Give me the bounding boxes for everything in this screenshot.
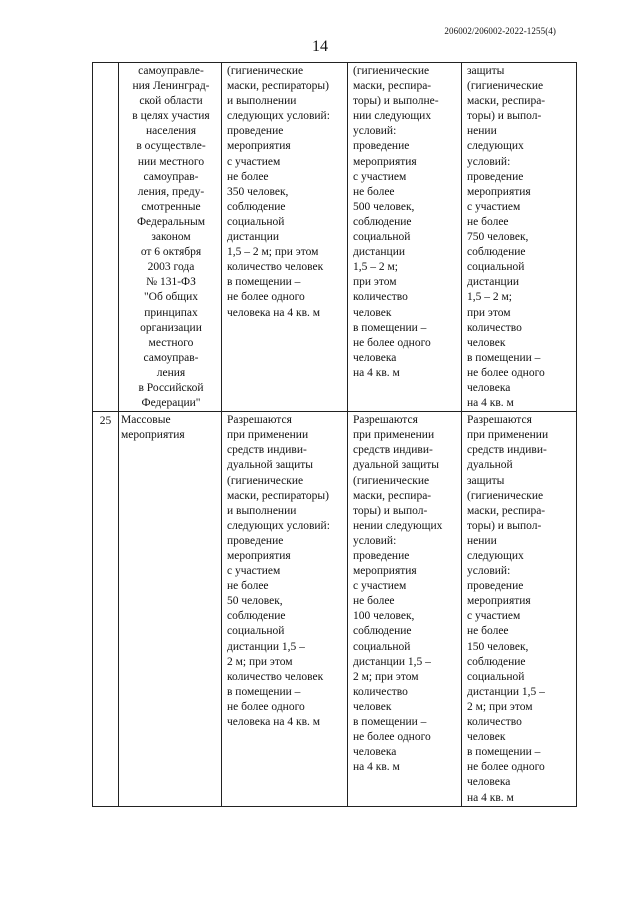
cell-text-line: мероприятия (227, 140, 291, 153)
cell-text-line: социальной (227, 215, 285, 228)
cell-text-line: мероприятия (353, 155, 417, 168)
cell-text-line: следующих (467, 140, 524, 153)
cell-text-line: нении следующих (353, 519, 443, 532)
cell-text-line: человек (467, 336, 506, 349)
cell-text-line: не более (353, 185, 395, 198)
cell-text-line: маски, респира- (353, 489, 432, 502)
cell-text-line: Федерации" (141, 397, 201, 410)
cell-text-line: нии следующих (353, 110, 432, 123)
cell-text-line: 2 м; при этом (467, 700, 533, 713)
cell-text-line: маски, респира- (467, 95, 546, 108)
cell-text-line: законом (151, 231, 191, 244)
cell-text-line: с участием (467, 610, 521, 623)
cell-text-line: человека на 4 кв. м (227, 716, 321, 729)
cell-text-line: и выполнении (227, 504, 297, 517)
cell-text-line: не более одного (227, 291, 305, 304)
cell-text-line: человека (353, 351, 397, 364)
cell-text-line: не более (353, 595, 395, 608)
cell-text-line: торы) и выпол- (353, 504, 428, 517)
cell-text-line: мероприятия (467, 595, 531, 608)
cell-text-line: количество (467, 321, 522, 334)
cell-text-line: и выполнении (227, 95, 297, 108)
cell-text-line: человек (353, 700, 392, 713)
cell-text-line: социальной (353, 231, 411, 244)
activity-name-cell (119, 63, 222, 412)
row-number: 25 (99, 415, 112, 428)
level-1-cell (222, 412, 348, 806)
cell-text-line: смотренные (141, 200, 201, 213)
cell-text-line: количество (467, 716, 522, 729)
cell-text-line: Федеральным (136, 215, 206, 228)
table-row (93, 412, 577, 806)
cell-text-line: количество человек (227, 261, 324, 274)
cell-text-line: дуальной защиты (227, 459, 313, 472)
cell-text-line: нении (467, 534, 497, 547)
cell-text-line: дистанции (467, 276, 519, 289)
restrictions-table (92, 62, 577, 807)
cell-text-line: ления, преду- (137, 185, 205, 198)
cell-text-line: Разрешаются (467, 414, 532, 427)
cell-text-line: средств индиви- (467, 444, 547, 457)
cell-text-line: ской области (139, 95, 203, 108)
activity-name-cell (119, 412, 222, 806)
cell-text-line: количество (353, 685, 408, 698)
level-1-cell (222, 63, 348, 412)
cell-text-line: "Об общих (143, 291, 199, 304)
cell-text-line: (гигиенические (227, 65, 304, 77)
cell-text-line: организации (140, 321, 202, 334)
cell-text-line: Разрешаются (227, 414, 292, 427)
cell-text-line: 2 м; при этом (227, 655, 293, 668)
row-number-cell (93, 412, 119, 806)
cell-text-line: дистанции (227, 231, 279, 244)
cell-text-line: в помещении – (227, 276, 301, 289)
cell-text-line: ния Ленинград- (132, 80, 210, 93)
cell-text-line: (гигиенические (227, 474, 304, 487)
cell-text-line: населения (145, 125, 197, 138)
cell-text-line: с участием (353, 170, 407, 183)
cell-text-line: при применении (227, 429, 309, 442)
cell-text-line: самоуправ- (143, 351, 199, 364)
cell-text-line: дистанции 1,5 – (353, 655, 431, 668)
cell-text-line: при применении (467, 429, 549, 442)
cell-text-line: принципах (144, 306, 198, 319)
level-2-cell (348, 63, 462, 412)
cell-text-line: 1,5 – 2 м; (467, 291, 512, 304)
cell-text-line: человека (467, 381, 511, 394)
cell-text-line: социальной (467, 670, 525, 683)
cell-text-line: в помещении – (227, 685, 301, 698)
cell-text-line: мероприятия (353, 565, 417, 578)
cell-text-line: дуальной защиты (353, 459, 439, 472)
cell-text-line: с участием (353, 580, 407, 593)
cell-text-line: маски, респираторы) (227, 489, 329, 502)
cell-text-line: (гигиенические (353, 474, 430, 487)
cell-text-line: не более (467, 625, 509, 638)
cell-text-line: не более одного (467, 761, 545, 774)
table-row (93, 63, 577, 412)
cell-text-line: в помещении – (467, 351, 541, 364)
level-3-cell (462, 63, 577, 412)
page-number: 14 (312, 38, 328, 55)
cell-text-line: 350 человек, (227, 185, 289, 198)
cell-text-line: с участием (227, 155, 281, 168)
cell-text-line: проведение (467, 170, 524, 183)
cell-text-line: количество человек (227, 670, 324, 683)
cell-text-line: средств индиви- (353, 444, 433, 457)
cell-text-line: нии местного (137, 155, 205, 168)
cell-text-line: социальной (467, 261, 525, 274)
cell-text-line: соблюдение (227, 610, 286, 623)
cell-text-line: при применении (353, 429, 435, 442)
cell-text-line: Разрешаются (353, 414, 418, 427)
cell-text-line: дуальной (467, 459, 513, 472)
cell-text-line: следующих условий: (227, 519, 330, 532)
cell-text-line: маски, респира- (353, 80, 432, 93)
cell-text-line: 2 м; при этом (353, 670, 419, 683)
cell-text-line: защиты (467, 65, 505, 77)
cell-text-line: 1,5 – 2 м; при этом (227, 246, 319, 259)
cell-text-line: соблюдение (353, 625, 412, 638)
cell-text-line: в помещении – (467, 746, 541, 759)
cell-text-line: местного (148, 336, 194, 349)
cell-text-line: нении (467, 125, 497, 138)
level-2-cell (348, 412, 462, 806)
cell-text-line: не более одного (467, 366, 545, 379)
cell-text-line: проведение (227, 125, 284, 138)
cell-text-line: 1,5 – 2 м; (353, 261, 398, 274)
cell-text-line: 150 человек, (467, 640, 529, 653)
cell-text-line: соблюдение (353, 215, 412, 228)
cell-text-line: мероприятия (467, 185, 531, 198)
cell-text-line: человека на 4 кв. м (227, 306, 321, 319)
cell-text-line: не более одного (353, 336, 431, 349)
cell-text-line: с участием (467, 200, 521, 213)
cell-text-line: ления (156, 366, 186, 379)
cell-text-line: (гигиенические (467, 80, 544, 93)
cell-text-line: торы) и выполне- (353, 95, 439, 108)
cell-text-line: в осуществле- (136, 140, 206, 153)
cell-text-line: от 6 октября (140, 246, 202, 259)
cell-text-line: средств индиви- (227, 444, 307, 457)
cell-text-line: при этом (467, 306, 511, 319)
cell-text-line: в Российской (138, 381, 204, 394)
cell-text-line: соблюдение (467, 655, 526, 668)
cell-text-line: социальной (227, 625, 285, 638)
cell-text-line: на 4 кв. м (467, 397, 514, 410)
cell-text-line: торы) и выпол- (467, 519, 542, 532)
cell-text-line: следующих (467, 550, 524, 562)
cell-text-line: проведение (227, 534, 284, 547)
document-id: 206002/206002-2022-1255(4) (444, 26, 556, 36)
cell-text-line: человека (467, 776, 511, 789)
cell-text-line: условий: (353, 534, 397, 547)
cell-text-line: проведение (353, 550, 410, 562)
cell-text-line: мероприятия (227, 550, 291, 562)
cell-text-line: на 4 кв. м (353, 761, 400, 774)
cell-text-line: соблюдение (227, 200, 286, 213)
cell-text-line: социальной (353, 640, 411, 653)
cell-text-line: дистанции 1,5 – (227, 640, 305, 653)
cell-text-line: дистанции (353, 246, 405, 259)
cell-text-line: в целях участия (132, 110, 210, 123)
cell-text-line: № 131-ФЗ (146, 276, 196, 289)
cell-text-line: дистанции 1,5 – (467, 685, 545, 698)
cell-text-line: проведение (353, 140, 410, 153)
cell-text-line: не более одного (353, 731, 431, 744)
cell-text-line: человек (353, 306, 392, 319)
level-3-cell (462, 412, 577, 806)
cell-text-line: 750 человек, (467, 231, 529, 244)
cell-text-line: маски, респираторы) (227, 80, 329, 93)
cell-text-line: не более (467, 215, 509, 228)
cell-text-line: не более одного (227, 700, 305, 713)
cell-text-line: условий: (467, 155, 511, 168)
cell-text-line: не более (227, 580, 269, 593)
cell-text-line: в помещении – (353, 716, 427, 729)
cell-text-line: на 4 кв. м (353, 366, 400, 379)
cell-text-line: самоуправ- (143, 170, 199, 183)
cell-text-line: 2003 года (147, 261, 195, 274)
cell-text-line: человек (467, 731, 506, 744)
cell-text-line: торы) и выпол- (467, 110, 542, 123)
cell-text-line: следующих условий: (227, 110, 330, 123)
cell-text-line: проведение (467, 580, 524, 593)
cell-text-line: мероприятия (121, 429, 185, 442)
cell-text-line: с участием (227, 565, 281, 578)
cell-text-line: при этом (353, 276, 397, 289)
cell-text-line: количество (353, 291, 408, 304)
cell-text-line: (гигиенические (353, 65, 430, 77)
cell-text-line: 50 человек, (227, 595, 283, 608)
cell-text-line: (гигиенические (467, 489, 544, 502)
cell-text-line: 500 человек, (353, 200, 415, 213)
row-number-cell (93, 63, 119, 412)
cell-text-line: 100 человек, (353, 610, 415, 623)
cell-text-line: маски, респира- (467, 504, 546, 517)
cell-text-line: человека (353, 746, 397, 759)
cell-text-line: условий: (467, 565, 511, 578)
cell-text-line: условий: (353, 125, 397, 138)
cell-text-line: на 4 кв. м (467, 791, 514, 804)
cell-text-line: самоуправле- (138, 65, 204, 77)
cell-text-line: не более (227, 170, 269, 183)
cell-text-line: в помещении – (353, 321, 427, 334)
cell-text-line: Массовые (121, 414, 171, 427)
cell-text-line: соблюдение (467, 246, 526, 259)
cell-text-line: защиты (467, 474, 505, 487)
